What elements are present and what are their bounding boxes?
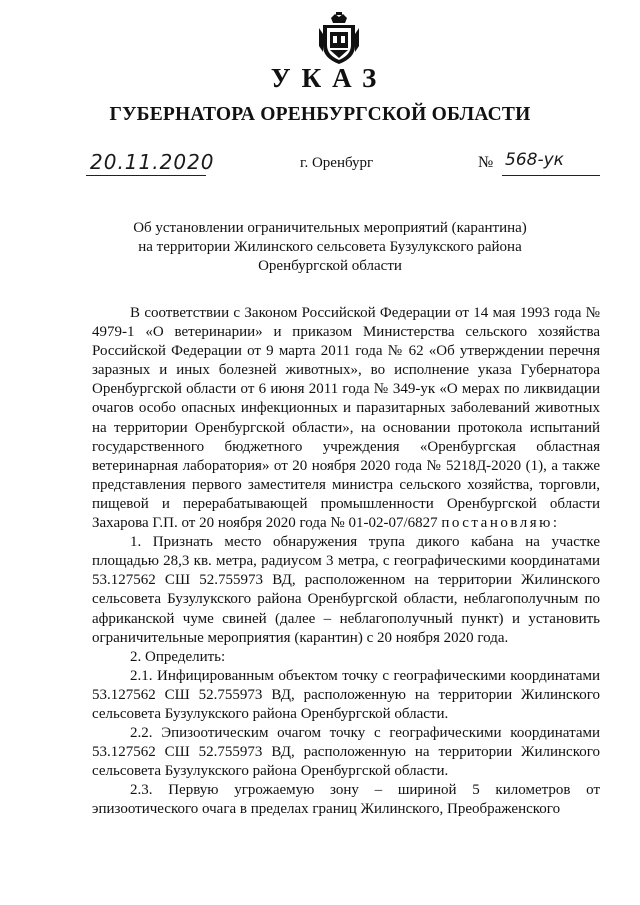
heading-line: Оренбургской области <box>258 258 402 274</box>
paragraph-1: 1. Признать место обнаружения трупа дикого кабана на участке площадью 28,3 кв. метра, радиусом 3 метра, с географическими координатами 53.127562 СШ 52.755973 ВД, расположенном на территории Жилинского сельсовета Бузулукского района Оренбургской области, неблагополучным по африканской чуме свиней (далее – неблагополучный пункт) и установить ограничительные мероприятия (карантин) с 20 ноября 2020 года. <box>92 534 600 646</box>
decree-number: 568-ук <box>505 150 564 170</box>
decree-word: постановляю: <box>441 515 560 532</box>
document-subtitle: ГУБЕРНАТОРА ОРЕНБУРГСКОЙ ОБЛАСТИ <box>109 104 531 125</box>
date-underline <box>86 175 206 176</box>
decree-city: г. Оренбург <box>300 155 374 171</box>
paragraph-2-3: 2.3. Первую угрожаемую зону – шириной 5 километров от эпизоотического очага в пределах границ Жилинского, Преображенского <box>92 782 600 818</box>
paragraph-2: 2. Определить: <box>130 648 226 665</box>
number-underline <box>502 175 600 176</box>
coat-of-arms-icon <box>317 12 361 66</box>
heading-line: Об установлении ограничительных мероприятий (карантина) <box>133 220 527 236</box>
paragraph-2-2: 2.2. Эпизоотическим очагом точку с географическими координатами 53.127562 СШ 52.755973 ВД, расположенную на территории Жилинского сельсовета Бузулукского района Оренбургской области. <box>92 725 600 780</box>
preamble-text: В соответствии с Законом Российской Федерации от 14 мая 1993 года № 4979-1 «О ветеринарии» и приказом Министерства сельского хозяйства Российской Федерации от 9 марта 2011 года № 62 «Об утверждении перечня заразных и иных болезней животных», во исполнение указа Губернатора Оренбургской области от 6 июня 2011 года № 349-ук «О мерах по ликвидации очагов особо опасных инфекционных и паразитарных заболеваний животных на территории Оренбургской области», на основании протокола испытаний государственного бюджетного учреждения «Оренбургская областная ветеринарная лаборатория» от 20 ноября 2020 года № 5218Д-2020 (1), а также представления первого заместителя министра сельского хозяйства, торговли, пищевой и перерабатывающей промышленности Оренбургской области Захарова Г.П. от 20 ноября 2020 года № 01-02-07/6827 <box>92 305 600 532</box>
document-heading <box>100 219 560 276</box>
decree-date: 20.11.2020 <box>90 150 215 174</box>
heading-line: на территории Жилинского сельсовета Бузулукского района <box>138 239 522 255</box>
document-title: УКАЗ <box>270 63 388 93</box>
document-body <box>92 304 600 820</box>
paragraph-2-1: 2.1. Инфицированным объектом точку с географическими координатами 53.127562 СШ 52.755973 ВД, расположенную на территории Жилинского сельсовета Бузулукского района Оренбургской области. <box>92 667 600 722</box>
paragraph-preamble <box>92 304 600 533</box>
decree-number-label: № <box>478 154 494 171</box>
